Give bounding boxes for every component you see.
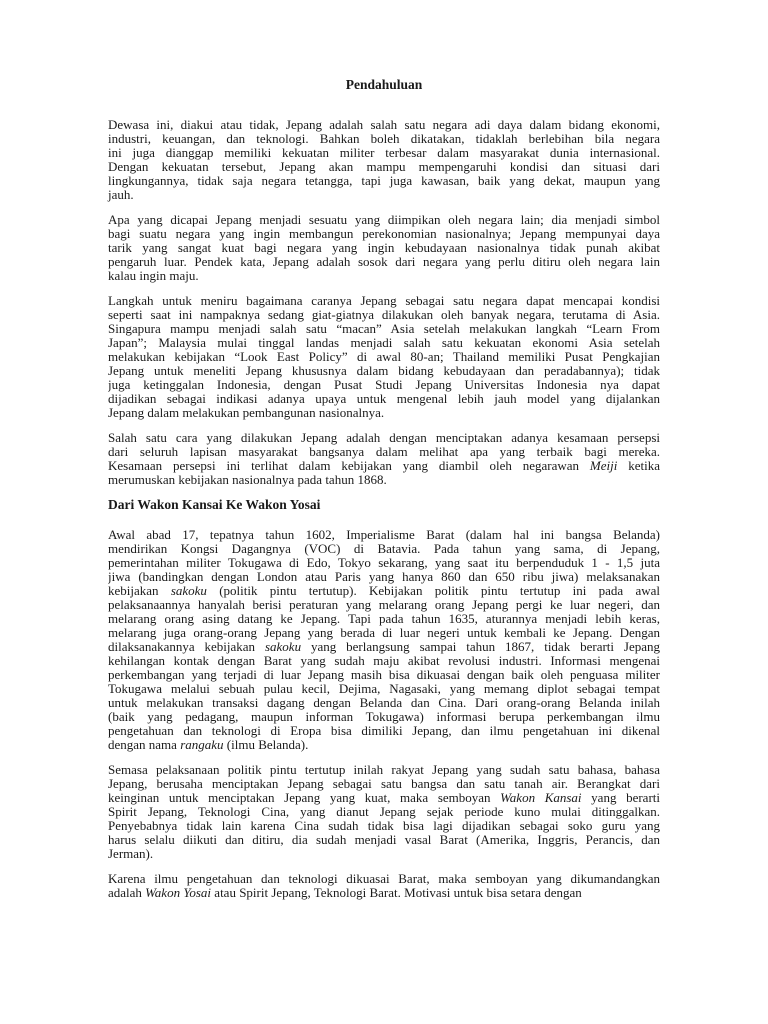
paragraph	[108, 528, 660, 752]
text-segment: Jepang untuk meneliti Jepang khususnya dalam bidang kebudayaan dan peradabannya); tidak	[108, 364, 660, 378]
paragraph	[108, 213, 660, 283]
text-line	[108, 528, 660, 542]
text-line	[108, 724, 660, 738]
paragraph	[108, 872, 660, 900]
text-line	[108, 542, 660, 556]
text-segment: Jepang dalam melakukan pembangunan nasionalnya.	[108, 405, 385, 420]
text-segment: kehilangan kontak dengan Barat yang sudah maju akibat revolusi industri. Informasi mengenai	[108, 654, 660, 668]
text-line	[108, 269, 660, 283]
text-line	[108, 872, 660, 886]
text-segment: Apa yang dicapai Jepang menjadi sesuatu yang diimpikan oleh negara lain; dia menjadi simbol	[108, 213, 660, 227]
text-line	[108, 654, 660, 668]
text-segment: Karena ilmu pengetahuan dan teknologi dikuasai Barat, maka semboyan yang dikumandangkan	[108, 872, 660, 886]
text-segment: Jerman).	[108, 846, 154, 861]
text-segment: mendirikan Kongsi Dagangnya (VOC) di Batavia. Pada tahun yang sama, di Jepang,	[108, 542, 660, 556]
italic-term: Meiji	[589, 459, 618, 473]
document-page	[108, 78, 660, 911]
text-segment: Semasa pelaksanaan politik pintu tertutup inilah rakyat Jepang yang sudah satu bahasa, bahasa	[108, 763, 660, 777]
text-segment: (ilmu Belanda).	[223, 737, 309, 752]
text-line	[108, 833, 660, 847]
text-line	[108, 763, 660, 777]
text-segment: dijadikan sebagai indikasi adanya upaya untuk mengenal lebih jauh model yang dijalankan	[108, 392, 660, 406]
text-line	[108, 710, 660, 724]
text-segment: pengetahuan dan teknologi di Eropa bisa dimiliki Jepang, dan ilmu pengetahuan ini dikenal	[108, 724, 660, 738]
text-segment: Dewasa ini, diakui atau tidak, Jepang adalah salah satu negara adi daya dalam bidang ekonomi,	[108, 118, 660, 132]
text-segment: harus selalu diikuti dan ditiru, dia sudah menjadi vasal Barat (Amerika, Inggris, Perancis, dan	[108, 833, 660, 847]
text-segment: bagi suatu negara yang ingin membangun perekonomian nasionalnya; Jepang mempunyai daya	[108, 227, 660, 241]
text-line	[108, 350, 660, 364]
text-line	[108, 612, 660, 626]
text-segment: Dengan kekuatan tersebut, Jepang akan mampu mempengaruhi kondisi dan situasi dari	[108, 160, 660, 174]
text-segment: melakukan kebijakan “Look East Policy” di awal 80-an; Thailand memiliki Pusat Pengkajian	[108, 350, 660, 364]
text-line	[108, 445, 660, 459]
text-segment: keinginan untuk menciptakan Jepang yang kuat, maka semboyan	[108, 791, 501, 805]
text-line	[108, 805, 660, 819]
italic-term: Wakon Yosai	[145, 885, 212, 900]
text-segment: pemerintahan militer Tokugawa di Edo, Tokyo sekarang, yang saat itu berpenduduk 1 - 1,5 juta	[108, 556, 660, 570]
text-line	[108, 598, 660, 612]
text-line	[108, 777, 660, 791]
text-segment: jiwa (bandingkan dengan London atau Paris yang hanya 860 dan 650 ribu jiwa) melaksanakan	[108, 570, 660, 584]
text-segment: ketika	[617, 459, 660, 473]
text-line	[108, 570, 660, 584]
text-line	[108, 640, 660, 654]
text-line	[108, 188, 660, 202]
text-line	[108, 473, 660, 487]
text-segment: industri, keuangan, dan teknologi. Bahkan boleh dikatakan, tidaklah berlebihan bila negara	[108, 132, 660, 146]
text-line	[108, 819, 660, 833]
text-line	[108, 847, 660, 861]
text-line	[108, 378, 660, 392]
text-segment: Spirit Jepang, Teknologi Cina, yang dianut Jepang sejak periode kuno mulai ditinggalkan.	[108, 805, 660, 819]
text-line	[108, 255, 660, 269]
text-segment: ini juga dianggap memiliki kekuatan militer terbesar dalam masyarakat dunia internasional.	[108, 146, 660, 160]
text-line	[108, 213, 660, 227]
text-segment: yang berlangsung sampai tahun 1867, tidak berarti Jepang	[301, 640, 660, 654]
text-line	[108, 160, 660, 174]
text-line	[108, 146, 660, 160]
text-segment: yang berarti	[581, 791, 660, 805]
text-segment: pengaruh luar. Pendek kata, Jepang adalah sosok dari negara yang perlu ditiru oleh negara lain	[108, 255, 660, 269]
text-segment: dilaksanakannya kebijakan	[108, 640, 265, 654]
text-line	[108, 556, 660, 570]
text-segment: kalau ingin maju.	[108, 268, 199, 283]
text-segment: atau Spirit Jepang, Teknologi Barat. Motivasi untuk bisa setara dengan	[211, 885, 582, 900]
text-segment: kebijakan	[108, 584, 171, 598]
text-line	[108, 696, 660, 710]
text-segment: merumuskan kebijakan nasionalnya pada tahun 1868.	[108, 472, 387, 487]
text-line	[108, 294, 660, 308]
italic-term: sakoku	[170, 584, 207, 598]
italic-term: sakoku	[264, 640, 302, 654]
page-title: Pendahuluan	[345, 77, 423, 92]
italic-term: rangaku	[180, 737, 224, 752]
text-line	[108, 364, 660, 378]
paragraph	[108, 431, 660, 487]
text-line	[108, 886, 660, 900]
text-segment: Tokugawa melalui sebuah pulau kecil, Dejima, Nagasaki, yang memang diplot sebagai tempat	[108, 682, 660, 696]
text-line	[108, 584, 660, 598]
text-segment: melarang juga orang-orang Jepang yang berada di luar negeri untuk kembali ke Jepang. Dengan	[108, 626, 660, 640]
text-segment: Kesamaan persepsi ini terlihat dalam kebijakan yang diambil oleh negarawan	[108, 459, 590, 473]
text-line	[108, 682, 660, 696]
text-segment: adalah	[108, 885, 146, 900]
text-segment: lingkungannya, tidak saja negara tetangga, tapi juga kawasan, baik yang dekat, maupun yang	[108, 174, 660, 188]
text-segment: tarik yang sangat kuat bagi negara yang ingin kebudayaan nasionalnya tidak punah akibat	[108, 241, 660, 255]
italic-term: Wakon Kansai	[500, 791, 582, 805]
text-segment: pelaksanaannya hanyalah berisi peraturan yang melarang orang Jepang pergi ke luar negeri, dan	[108, 598, 660, 612]
text-line	[108, 227, 660, 241]
text-line	[108, 738, 660, 752]
section-heading: Dari Wakon Kansai Ke Wakon Yosai	[108, 497, 321, 512]
text-line	[108, 118, 660, 132]
text-line	[108, 174, 660, 188]
text-line	[108, 459, 660, 473]
text-segment: melarang orang asing datang ke Jepang. Tapi pada tahun 1635, aturannya menjadi lebih keras,	[108, 612, 660, 626]
paragraph	[108, 763, 660, 861]
text-segment: (baik yang pedagang, maupun informan Tokugawa) informasi berupa perkembangan ilmu	[108, 710, 660, 724]
text-segment: jauh.	[108, 187, 134, 202]
text-segment: Langkah untuk meniru bagaimana caranya Jepang sebagai satu negara dapat mencapai kondisi	[108, 294, 660, 308]
text-segment: Jepang, berusaha menciptakan Jepang sebagai satu bangsa dan satu tanah air. Berangkat dari	[108, 777, 660, 791]
text-line	[108, 406, 660, 420]
text-segment: juga ketinggalan Indonesia, dengan Pusat Studi Jepang Universitas Indonesia nya dapat	[108, 378, 660, 392]
text-segment: untuk melakukan transaksi dagang dengan Belanda dan Cina. Dari orang-orang Belanda inilah	[108, 696, 660, 710]
text-line	[108, 241, 660, 255]
text-line	[108, 626, 660, 640]
text-line	[108, 668, 660, 682]
text-segment: Penyebabnya tidak lain karena Cina sudah tidak bisa lagi dijadikan sebagai soko guru yang	[108, 819, 660, 833]
text-line	[108, 791, 660, 805]
text-segment: Japan”; Malaysia mulai tinggal landas menjadi salah satu kekuatan ekonomi Asia setelah	[108, 336, 660, 350]
text-line	[108, 132, 660, 146]
paragraph	[108, 294, 660, 420]
text-segment: seperti saat ini nampaknya sedang giat-giatnya dilakukan oleh banyak negara, terutama di Asia.	[108, 308, 660, 322]
text-line	[108, 392, 660, 406]
text-line	[108, 308, 660, 322]
text-segment: Singapura mampu menjadi salah satu “macan” Asia setelah melakukan langkah “Learn From	[108, 322, 660, 336]
text-segment: dengan nama	[108, 737, 181, 752]
text-line	[108, 431, 660, 445]
text-segment: Salah satu cara yang dilakukan Jepang adalah dengan menciptakan adanya kesamaan persepsi	[108, 431, 660, 445]
text-line	[108, 322, 660, 336]
text-segment: dari seluruh lapisan masyarakat bangsanya dalam melihat apa yang terbaik bagi mereka.	[108, 445, 660, 459]
paragraph	[108, 118, 660, 202]
text-segment: Awal abad 17, tepatnya tahun 1602, Imperialisme Barat (dalam hal ini bangsa Belanda)	[108, 528, 660, 542]
document-body	[108, 118, 660, 900]
text-segment: perkembangan yang terjadi di luar Jepang masih bisa dikuasai dengan baik oleh penguasa militer	[108, 668, 660, 682]
text-line	[108, 336, 660, 350]
text-segment: (politik pintu tertutup). Kebijakan politik pintu tertutup ini pada awal	[206, 584, 660, 598]
